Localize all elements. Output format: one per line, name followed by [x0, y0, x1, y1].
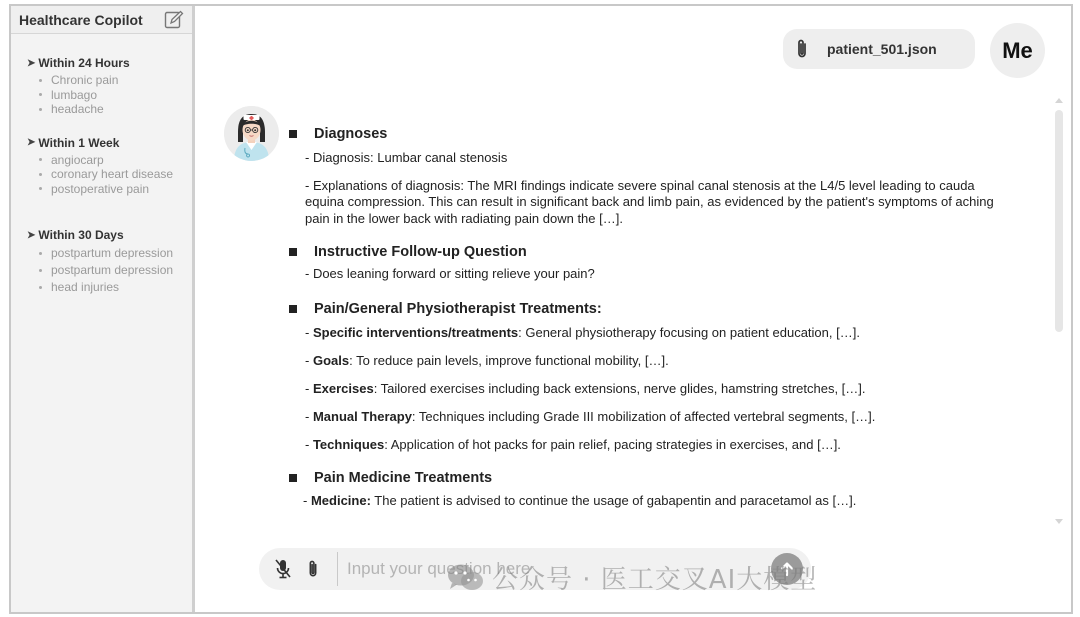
- chat-panel: [197, 6, 1071, 612]
- chevron-right-icon: ➤: [27, 137, 36, 148]
- square-bullet-icon: [289, 130, 297, 138]
- square-bullet-icon: [289, 474, 297, 482]
- section-physio: [289, 301, 1039, 454]
- bullet-icon: [39, 269, 42, 272]
- paperclip-icon: [793, 38, 811, 60]
- history-item[interactable]: coronary heart disease: [39, 167, 192, 182]
- treatment-item: - Manual Therapy: Techniques including Grade III mobilization of affected vertebral segments, […].: [305, 408, 876, 424]
- history-group-title[interactable]: ➤ Within 30 Days: [27, 228, 124, 242]
- history-group-title[interactable]: ➤ Within 1 Week: [27, 135, 120, 150]
- history-item[interactable]: postoperative pain: [39, 182, 192, 197]
- bullet-icon: [39, 252, 42, 255]
- user-avatar: Me: [990, 23, 1045, 78]
- section-heading: Pain/General Physiotherapist Treatments:: [289, 301, 1039, 317]
- section-heading: Pain Medicine Treatments: [289, 470, 1039, 486]
- followup-question: - Does leaning forward or sitting relieve your pain?: [305, 266, 595, 281]
- paperclip-icon[interactable]: [303, 558, 323, 580]
- bullet-icon: [39, 108, 42, 111]
- treatment-item: - Exercises: Tailored exercises including back extensions, nerve glides, hamstring stretches, […].: [305, 380, 866, 396]
- input-divider: [337, 552, 338, 586]
- bullet-icon: [39, 286, 42, 289]
- history-group-1w: [27, 136, 192, 197]
- wechat-icon: [446, 563, 484, 593]
- chevron-right-icon: ➤: [27, 229, 36, 241]
- bullet-icon: [39, 93, 42, 96]
- history-item[interactable]: Chronic pain: [39, 73, 192, 88]
- section-heading: Instructive Follow-up Question: [289, 244, 1039, 260]
- app-title: Healthcare Copilot: [19, 11, 143, 28]
- section-diagnoses: [289, 126, 1039, 227]
- square-bullet-icon: [289, 305, 297, 313]
- edit-icon[interactable]: [164, 10, 184, 30]
- attached-file-chip[interactable]: [783, 29, 975, 69]
- sidebar: [11, 6, 195, 612]
- history-item[interactable]: head injuries: [39, 279, 192, 297]
- diagnosis-explanation: pain in the lower back with radiating pain down the […].: [305, 210, 623, 226]
- section-medicine: [289, 470, 1039, 510]
- microphone-off-icon[interactable]: [273, 558, 293, 580]
- bullet-icon: [39, 158, 42, 161]
- app-window: [9, 4, 1073, 614]
- section-followup: [289, 244, 1039, 283]
- history-item[interactable]: headache: [39, 102, 192, 117]
- history-group-24h: [27, 56, 192, 117]
- chevron-right-icon: ➤: [27, 57, 36, 69]
- sidebar-header: [11, 6, 192, 34]
- treatment-item: - Goals: To reduce pain levels, improve functional mobility, […].: [305, 352, 669, 368]
- treatment-item: - Techniques: Application of hot packs for pain relief, pacing strategies in exercises, and […].: [305, 436, 841, 452]
- section-heading: Diagnoses: [289, 126, 1039, 142]
- scrollbar[interactable]: [1052, 96, 1066, 526]
- history-group-30d: [27, 228, 192, 297]
- scrollbar-thumb[interactable]: [1055, 110, 1063, 332]
- bullet-icon: [39, 173, 42, 176]
- scroll-up-arrow-icon[interactable]: [1055, 98, 1063, 103]
- medicine-item: - Medicine: The patient is advised to continue the usage of gabapentin and paracetamol as […].: [303, 493, 857, 508]
- bullet-icon: [39, 79, 42, 82]
- file-name: patient_501.json: [827, 41, 937, 57]
- watermark: 公众号 · 医工交叉AI大模型: [446, 559, 817, 596]
- scroll-down-arrow-icon[interactable]: [1055, 519, 1063, 524]
- square-bullet-icon: [289, 248, 297, 256]
- history-item[interactable]: angiocarp: [39, 153, 192, 168]
- bullet-icon: [39, 187, 42, 190]
- diagnosis-explanation: - Explanations of diagnosis: The MRI findings indicate severe spinal canal stenosis at the L4/5 level leading to cauda: [305, 177, 975, 193]
- history-item[interactable]: lumbago: [39, 88, 192, 103]
- assistant-response: [289, 126, 1039, 510]
- history-item[interactable]: postpartum depression: [39, 262, 192, 280]
- nurse-avatar-icon: [224, 106, 279, 161]
- history-group-title[interactable]: ➤ Within 24 Hours: [27, 56, 130, 70]
- treatment-item: - Specific interventions/treatments: General physiotherapy focusing on patient education, […].: [305, 324, 860, 340]
- history-item[interactable]: postpartum depression: [39, 245, 192, 262]
- diagnosis-line: - Diagnosis: Lumbar canal stenosis: [305, 150, 508, 165]
- diagnosis-explanation: equina compression. This can result in significant back and limb pain, as evidenced by the patient's symptoms of aching: [305, 194, 994, 209]
